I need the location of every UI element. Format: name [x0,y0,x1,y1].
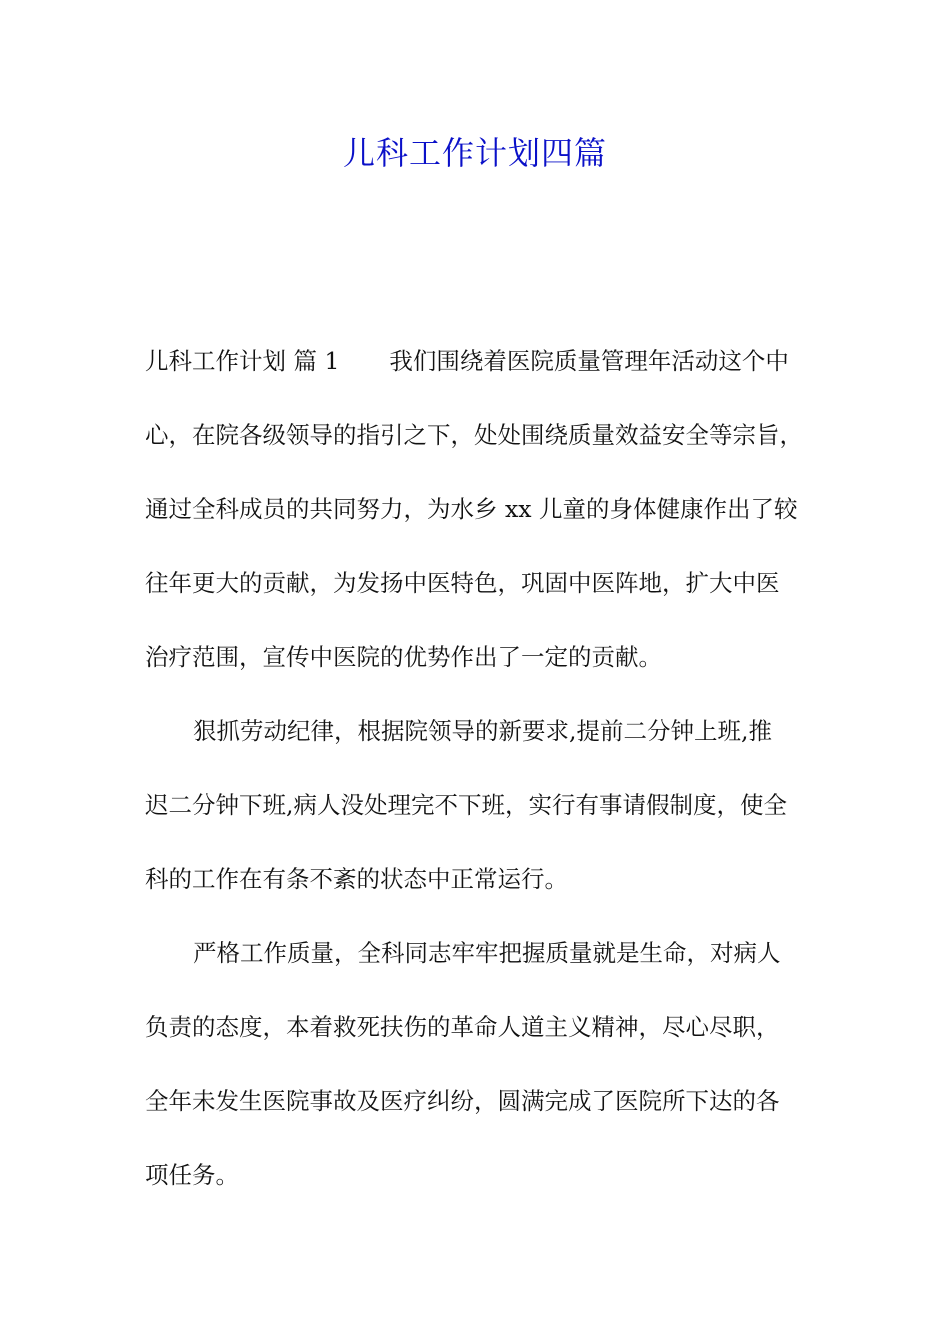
paragraph-3-line-1 [145,916,815,990]
paragraph-1-line-3: 通过全科成员的共同努力，为水乡 xx 儿童的身体健康作出了较 [145,495,798,523]
paragraph-2-line-1 [145,694,815,768]
document-title: 儿科工作计划四篇 [342,134,607,172]
paragraph-2-line-2: 迟二分钟下班,病人没处理完不下班，实行有事请假制度，使全 [145,791,787,819]
paragraph-2-text: 狠抓劳动纪律，根据院领导的新要求,提前二分钟上班,推 [193,717,772,745]
paragraph-1-line-5: 治疗范围，宣传中医院的优势作出了一定的贡献。 [145,643,662,671]
paragraph-3-line-3: 全年未发生医院事故及医疗纠纷，圆满完成了医院所下达的各 [145,1087,780,1115]
paragraph-1-text: 我们围绕着医院质量管理年活动这个中 [389,347,789,375]
paragraph-3-line-4: 项任务。 [145,1161,239,1189]
paragraph-1-line-4: 往年更大的贡献，为发扬中医特色，巩固中医阵地，扩大中医 [145,569,780,597]
paragraph-3-line-2: 负责的态度，本着救死扶伤的革命人道主义精神，尽心尽职， [145,1013,780,1041]
paragraph-1-line-1 [145,324,815,398]
paragraph-1-line-2: 心，在院各级领导的指引之下，处处围绕质量效益安全等宗旨， [145,421,803,449]
section-heading: 儿科工作计划 篇 1 [145,347,340,375]
paragraph-3-text: 严格工作质量，全科同志牢牢把握质量就是生命，对病人 [193,939,781,967]
paragraph-2-line-3: 科的工作在有条不紊的状态中正常运行。 [145,865,568,893]
document-body [145,324,815,1212]
